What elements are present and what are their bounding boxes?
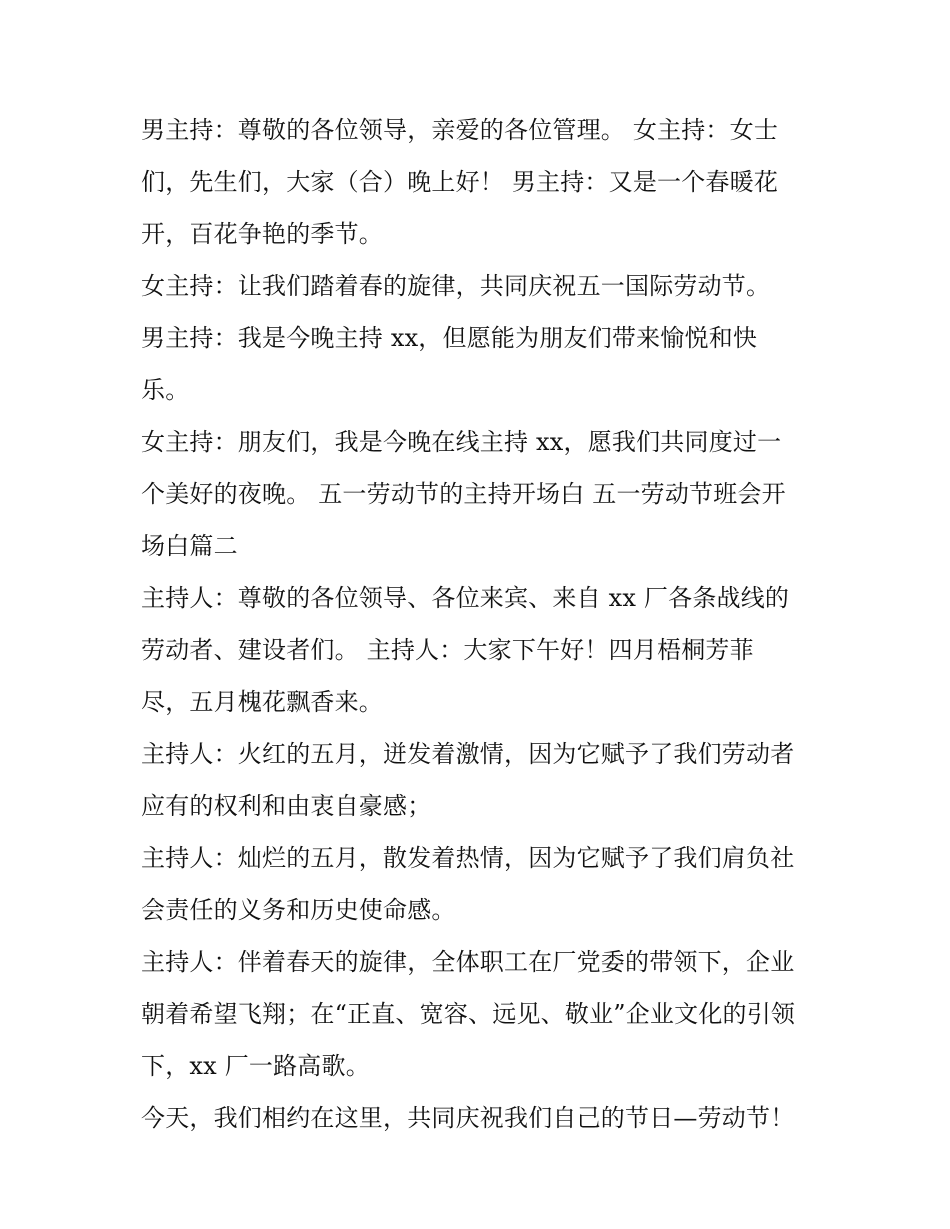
text-line: 女主持：让我们踏着春的旋律，共同庆祝五一国际劳动节。 xyxy=(141,272,771,300)
text-line: 主持人：火红的五月，迸发着激情，因为它赋予了我们劳动者 xyxy=(141,740,795,768)
text-line: 劳动者、建设者们。 主持人：大家下午好！四月梧桐芳菲 xyxy=(141,636,754,664)
text-line: 尽，五月槐花飘香来。 xyxy=(141,688,383,716)
text-line: 朝着希望飞翔；在“正直、宽容、远见、敬业”企业文化的引领 xyxy=(141,1000,796,1028)
text-line: 主持人：伴着春天的旋律，全体职工在厂党委的带领下，企业 xyxy=(141,948,795,976)
text-line: 主持人：尊敬的各位领导、各位来宾、来自 xx 厂各条战线的 xyxy=(141,584,790,612)
text-line: 个美好的夜晚。 五一劳动节的主持开场白 五一劳动节班会开 xyxy=(141,480,786,508)
text-line: 会责任的义务和历史使命感。 xyxy=(141,896,456,924)
text-line: 开，百花争艳的季节。 xyxy=(141,220,383,248)
text-line: 男主持：我是今晚主持 xx，但愿能为朋友们带来愉悦和快 xyxy=(141,324,758,352)
text-line: 场白篇二 xyxy=(141,532,238,560)
document-body xyxy=(141,104,821,1144)
text-line: 主持人：灿烂的五月，散发着热情，因为它赋予了我们肩负社 xyxy=(141,844,795,872)
text-line: 男主持：尊敬的各位领导，亲爱的各位管理。 女主持：女士 xyxy=(141,116,779,144)
text-line: 应有的权利和由衷自豪感； xyxy=(141,792,432,820)
text-line: 们，先生们，大家（合）晚上好！ 男主持：又是一个春暖花 xyxy=(141,168,779,196)
text-line: 女主持：朋友们，我是今晚在线主持 xx，愿我们共同度过一 xyxy=(141,428,782,456)
text-line: 乐。 xyxy=(141,376,190,404)
text-line: 下，xx 厂一路高歌。 xyxy=(141,1052,370,1080)
text-line: 今天，我们相约在这里，共同庆祝我们自己的节日—劳动节！ xyxy=(141,1104,795,1132)
